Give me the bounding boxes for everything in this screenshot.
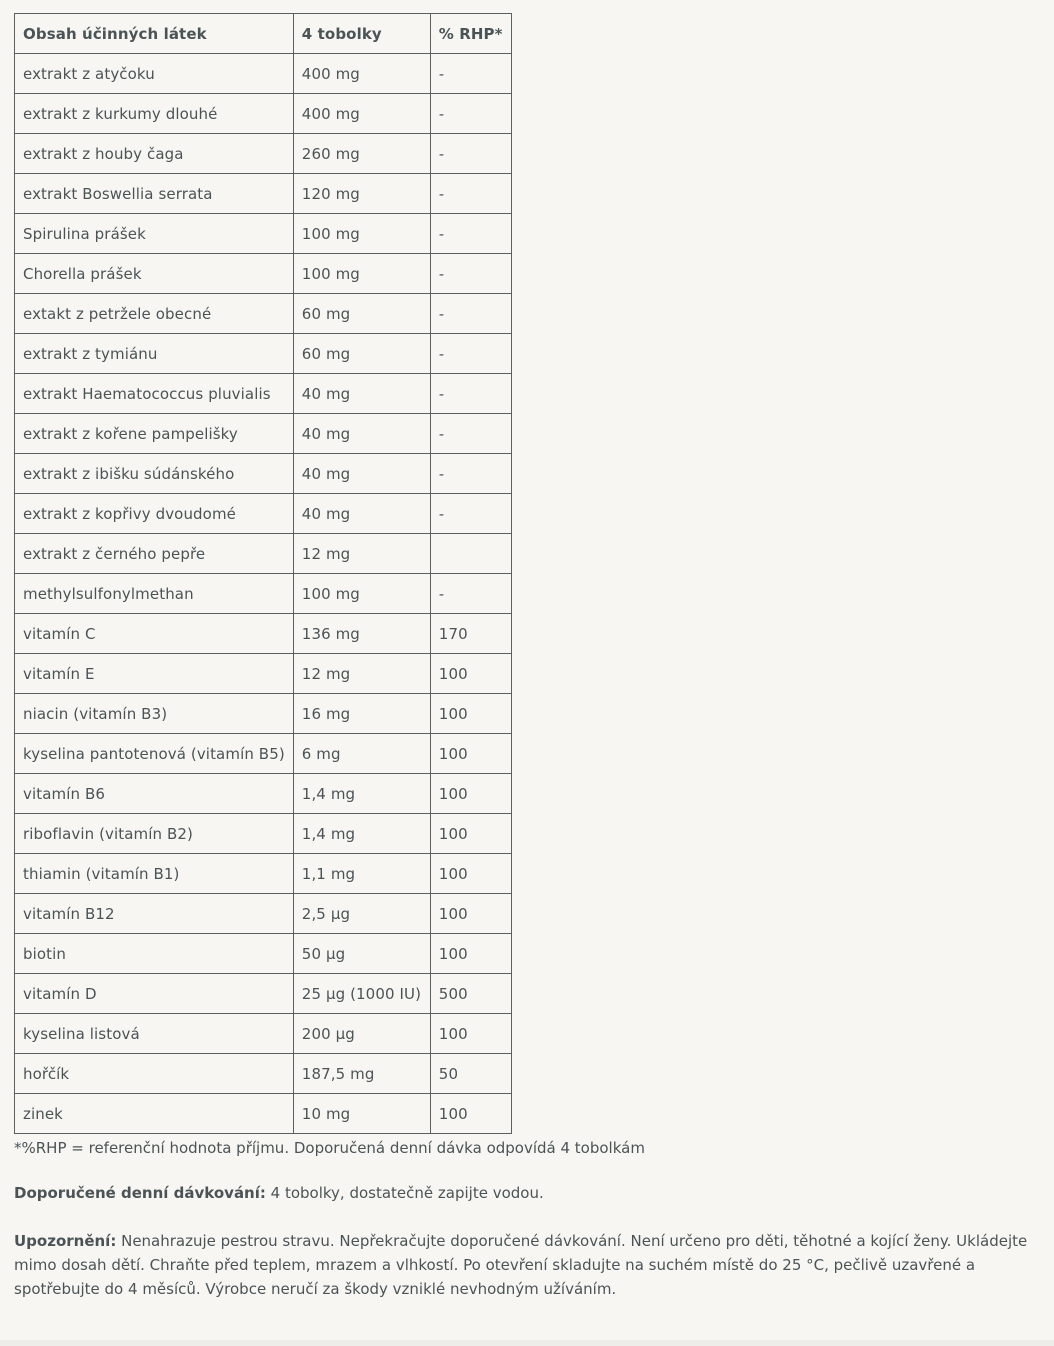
table-row <box>15 614 512 654</box>
rhp-cell: - <box>430 454 511 494</box>
rhp-cell: 100 <box>430 814 511 854</box>
ingredient-cell: extrakt z ibišku súdánského <box>15 454 294 494</box>
amount-cell: 60 mg <box>293 294 430 334</box>
amount-cell: 50 µg <box>293 934 430 974</box>
rhp-cell: - <box>430 334 511 374</box>
table-row <box>15 894 512 934</box>
table-row <box>15 214 512 254</box>
ingredient-cell: hořčík <box>15 1054 294 1094</box>
table-row <box>15 54 512 94</box>
amount-cell: 400 mg <box>293 54 430 94</box>
ingredient-cell: extrakt z kořene pampelišky <box>15 414 294 454</box>
ingredient-cell: extrakt Haematococcus pluvialis <box>15 374 294 414</box>
ingredient-cell: extrakt z atyčoku <box>15 54 294 94</box>
amount-cell: 60 mg <box>293 334 430 374</box>
rhp-cell: 100 <box>430 774 511 814</box>
table-row <box>15 854 512 894</box>
rhp-cell: - <box>430 374 511 414</box>
rhp-cell: - <box>430 494 511 534</box>
warning-paragraph <box>14 1229 1034 1301</box>
amount-cell: 400 mg <box>293 94 430 134</box>
rhp-cell: - <box>430 414 511 454</box>
active-ingredients-table <box>14 13 512 1134</box>
ingredient-cell: Chorella prášek <box>15 254 294 294</box>
rhp-cell: - <box>430 94 511 134</box>
table-row <box>15 814 512 854</box>
table-row <box>15 94 512 134</box>
dosage-paragraph <box>14 1181 1034 1205</box>
ingredient-cell: biotin <box>15 934 294 974</box>
table-row <box>15 734 512 774</box>
table-row <box>15 174 512 214</box>
ingredient-cell: extrakt z tymiánu <box>15 334 294 374</box>
dosage-label: Doporučené denní dávkování: <box>14 1184 266 1202</box>
table-row <box>15 654 512 694</box>
table-row <box>15 374 512 414</box>
table-row <box>15 134 512 174</box>
table-row <box>15 694 512 734</box>
ingredient-cell: Spirulina prášek <box>15 214 294 254</box>
ingredient-cell: vitamín B12 <box>15 894 294 934</box>
amount-cell: 40 mg <box>293 454 430 494</box>
amount-cell: 120 mg <box>293 174 430 214</box>
warning-text: Nenahrazuje pestrou stravu. Nepřekračujte doporučené dávkování. Není určeno pro děti, těhotné a kojící ženy. Ukládejte mimo dosah dětí. Chraňte před teplem, mrazem a vlhkostí. Po otevření skladujte na suchém místě do 25 °C, pečlivě uzavřené a spotřebujte do 4 měsíců. Výrobce neručí za škody vzniklé nevhodným užíváním. <box>14 1232 1028 1298</box>
amount-cell: 12 mg <box>293 534 430 574</box>
rhp-cell: - <box>430 54 511 94</box>
rhp-cell: - <box>430 574 511 614</box>
table-row <box>15 774 512 814</box>
bottom-divider <box>0 1340 1054 1346</box>
ingredient-cell: thiamin (vitamín B1) <box>15 854 294 894</box>
ingredient-cell: vitamín B6 <box>15 774 294 814</box>
amount-cell: 100 mg <box>293 214 430 254</box>
table-row <box>15 454 512 494</box>
amount-cell: 100 mg <box>293 254 430 294</box>
header-rhp: % RHP* <box>430 14 511 54</box>
ingredient-cell: extrakt z houby čaga <box>15 134 294 174</box>
rhp-cell: 170 <box>430 614 511 654</box>
rhp-cell: 100 <box>430 1014 511 1054</box>
amount-cell: 1,4 mg <box>293 814 430 854</box>
amount-cell: 12 mg <box>293 654 430 694</box>
amount-cell: 25 µg (1000 IU) <box>293 974 430 1014</box>
ingredient-cell: extrakt z černého pepře <box>15 534 294 574</box>
table-row <box>15 534 512 574</box>
amount-cell: 40 mg <box>293 494 430 534</box>
amount-cell: 260 mg <box>293 134 430 174</box>
rhp-footnote: *%RHP = referenční hodnota příjmu. Doporučená denní dávka odpovídá 4 tobolkám <box>14 1139 645 1157</box>
amount-cell: 2,5 µg <box>293 894 430 934</box>
ingredient-cell: niacin (vitamín B3) <box>15 694 294 734</box>
rhp-cell: 500 <box>430 974 511 1014</box>
rhp-cell: 100 <box>430 1094 511 1134</box>
ingredient-cell: vitamín D <box>15 974 294 1014</box>
table-row <box>15 254 512 294</box>
ingredient-cell: kyselina pantotenová (vitamín B5) <box>15 734 294 774</box>
header-ingredient: Obsah účinných látek <box>15 14 294 54</box>
rhp-cell: 100 <box>430 654 511 694</box>
ingredient-cell: extrakt z kopřivy dvoudomé <box>15 494 294 534</box>
amount-cell: 187,5 mg <box>293 1054 430 1094</box>
rhp-cell: - <box>430 254 511 294</box>
amount-cell: 6 mg <box>293 734 430 774</box>
warning-label: Upozornění: <box>14 1232 117 1250</box>
ingredient-cell: extrakt z kurkumy dlouhé <box>15 94 294 134</box>
table-row <box>15 414 512 454</box>
header-amount: 4 tobolky <box>293 14 430 54</box>
rhp-cell: 50 <box>430 1054 511 1094</box>
table-row <box>15 974 512 1014</box>
dosage-text: 4 tobolky, dostatečně zapijte vodou. <box>265 1184 544 1202</box>
table-row <box>15 494 512 534</box>
rhp-cell <box>430 534 511 574</box>
table-row <box>15 294 512 334</box>
rhp-cell: - <box>430 214 511 254</box>
rhp-cell: - <box>430 294 511 334</box>
ingredient-cell: riboflavin (vitamín B2) <box>15 814 294 854</box>
rhp-cell: 100 <box>430 854 511 894</box>
ingredient-cell: extrakt Boswellia serrata <box>15 174 294 214</box>
amount-cell: 40 mg <box>293 374 430 414</box>
rhp-cell: 100 <box>430 894 511 934</box>
table-row <box>15 574 512 614</box>
rhp-cell: 100 <box>430 934 511 974</box>
rhp-cell: - <box>430 134 511 174</box>
amount-cell: 100 mg <box>293 574 430 614</box>
table-body <box>15 14 512 1134</box>
amount-cell: 136 mg <box>293 614 430 654</box>
ingredient-cell: vitamín C <box>15 614 294 654</box>
rhp-cell: - <box>430 174 511 214</box>
table-header-row <box>15 14 512 54</box>
table-row <box>15 1094 512 1134</box>
table-row <box>15 1014 512 1054</box>
table-row <box>15 334 512 374</box>
content-area <box>14 13 1034 1301</box>
amount-cell: 200 µg <box>293 1014 430 1054</box>
ingredient-cell: zinek <box>15 1094 294 1134</box>
ingredient-cell: methylsulfonylmethan <box>15 574 294 614</box>
amount-cell: 40 mg <box>293 414 430 454</box>
rhp-cell: 100 <box>430 694 511 734</box>
ingredient-cell: vitamín E <box>15 654 294 694</box>
amount-cell: 1,1 mg <box>293 854 430 894</box>
amount-cell: 1,4 mg <box>293 774 430 814</box>
ingredient-cell: kyselina listová <box>15 1014 294 1054</box>
ingredient-cell: extakt z petržele obecné <box>15 294 294 334</box>
rhp-cell: 100 <box>430 734 511 774</box>
amount-cell: 10 mg <box>293 1094 430 1134</box>
table-row <box>15 934 512 974</box>
amount-cell: 16 mg <box>293 694 430 734</box>
table-row <box>15 1054 512 1094</box>
